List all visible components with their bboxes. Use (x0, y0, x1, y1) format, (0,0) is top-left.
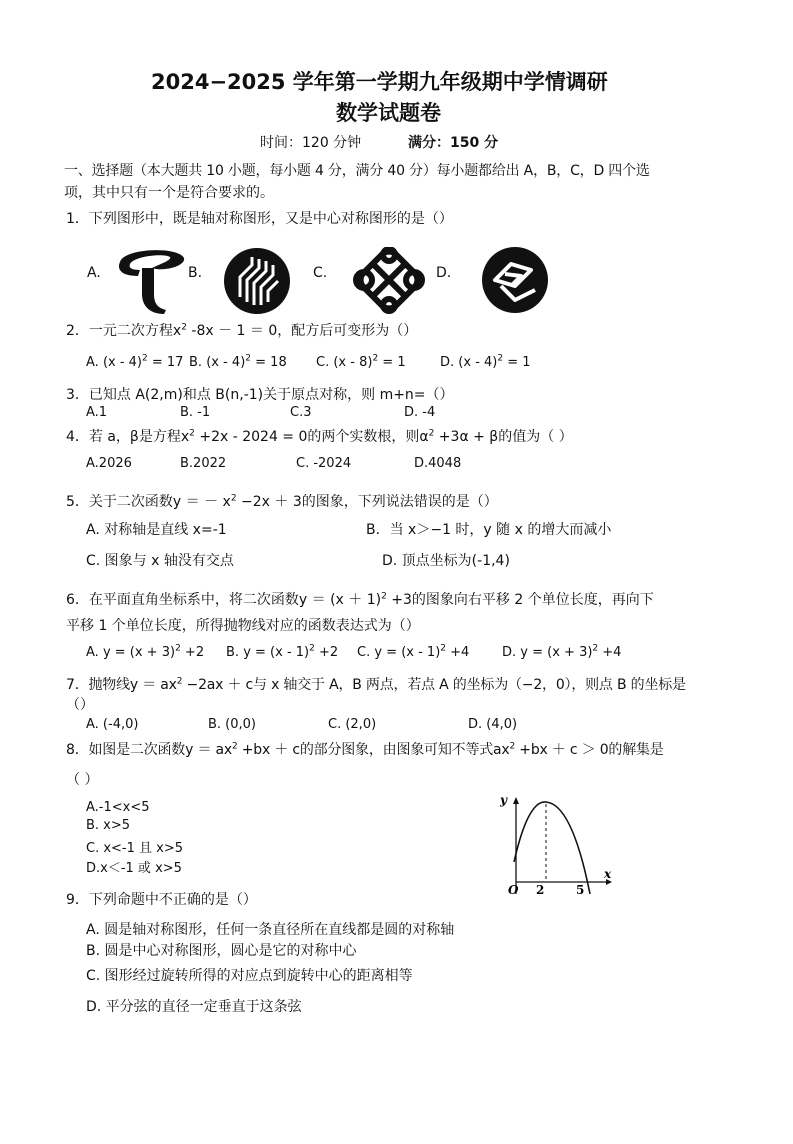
china-mobile-logo-icon (481, 246, 549, 314)
q8-parabola-graph (494, 790, 614, 902)
q4-option-d: D.4048 (414, 456, 462, 471)
q3-option-b: B. -1 (180, 405, 211, 420)
q8-line2: （ ） (66, 772, 99, 788)
q7-line2: （） (66, 697, 94, 713)
q3-option-a: A.1 (86, 405, 108, 420)
q9-option-c: C. 图形经过旋转所得的对应点到旋转中心的距离相等 (86, 968, 413, 984)
q6-option-a: A. $y = (x + 3)^2 +2$ (86, 643, 205, 660)
exam-time: 时间：120 分钟 (260, 135, 362, 151)
q2-option-d: D. (x - 4)$^2$ = 1 (440, 353, 531, 370)
q9-stem: 9．下列命题中不正确的是（） (66, 892, 257, 908)
q2-option-b: B. (x - 4)$^2$ = 18 (189, 353, 287, 370)
q2-option-a: A. (x - 4)$^2$ = 17 (86, 353, 184, 370)
q4-option-b: B.2022 (180, 456, 227, 471)
y-axis-arrow (513, 797, 519, 804)
q1-option-c-label: C. (313, 265, 328, 281)
section-instructions-line1: 一、选择题（本大题共 10 小题，每小题 4 分，满分 40 分）每小题都给出 A，B，C，D 四个选 (64, 163, 650, 179)
q5-stem: 5．关于二次函数y ＝ － $x^2 -2x + 3$的图象，下列说法错误的是（） (66, 493, 498, 510)
q8-option-d: D.x＜-1 或 x>5 (86, 861, 182, 876)
q3-stem: 3．已知点 A(2,m)和点 B(n,-1)关于原点对称，则 m+n=（） (66, 387, 454, 403)
q7-option-d: D. (4,0) (468, 717, 518, 732)
q8-line1: 8．如图是二次函数$y = ax^2 +bx + c$的部分图象，由图象可知不等式$ax^2 +bx + c > 0$的解集是 (66, 741, 664, 758)
graph-origin-label: O (508, 883, 519, 897)
q9-option-a: A. 圆是轴对称图形，任何一条直径所在直线都是圆的对称轴 (86, 922, 455, 938)
parabola-curve (514, 802, 590, 894)
exam-score: 满分：150 分 (408, 135, 499, 151)
china-telecom-logo-icon (114, 244, 188, 316)
q6-option-c: C. y = (x - 1)$^2$ +4 (357, 643, 470, 660)
graph-y-label: y (500, 793, 507, 807)
q5-option-b: B．当 x＞−1 时，y 随 x 的增大而减小 (366, 522, 612, 538)
q3-option-d: D. -4 (404, 405, 436, 420)
q7-option-b: B. (0,0) (208, 717, 257, 732)
q7-option-c: C. (2,0) (328, 717, 377, 732)
q6-option-d: D. $y = (x + 3)^2 +4$ (502, 643, 622, 660)
q4-option-a: A.2026 (86, 456, 132, 471)
exam-title: 2024−2025 学年第一学期九年级期中学情调研 (151, 70, 608, 94)
q4-stem: 4．若 a，β是方程$x^2 +2x - 2024 = 0$的两个实数根，则$\alpha^2 +3\alpha + \beta$的值为（ ） (66, 428, 573, 445)
graph-tick-5: 5 (576, 883, 585, 897)
graph-tick-2: 2 (536, 883, 545, 897)
q1-option-a-label: A. (87, 265, 101, 281)
q6-line2: 平移 1 个单位长度，所得抛物线对应的函数表达式为（） (66, 618, 420, 634)
q7-option-a: A. (-4,0) (86, 717, 139, 732)
graph-x-label: x (604, 867, 612, 881)
q4-option-c: C. -2024 (296, 456, 352, 471)
q5-option-a: A. 对称轴是直线 x=-1 (86, 522, 227, 538)
q2-option-c: C. (x - 8)$^2$ = 1 (316, 353, 406, 370)
q6-option-b: B. y = (x - 1)$^2$ +2 (226, 643, 339, 660)
section-instructions-line2: 项，其中只有一个是符合要求的。 (64, 185, 274, 201)
q5-option-d: D. 顶点坐标为(-1,4) (382, 553, 510, 569)
q6-line1: 6．在平面直角坐标系中，将二次函数$y = (x + 1)^2 +3$的图象向右平移 2 个单位长度，再向下 (66, 591, 654, 608)
q9-option-b: B. 圆是中心对称图形，圆心是它的对称中心 (86, 943, 357, 959)
striped-circle-logo-icon (222, 247, 292, 315)
q2-stem: 2．一元二次方程$x^2$ -8x － 1 ＝ 0，配方后可变形为（） (66, 322, 418, 339)
q1-option-d-label: D. (436, 265, 452, 281)
exam-subtitle: 数学试题卷 (336, 101, 441, 125)
q5-option-c: C. 图象与 x 轴没有交点 (86, 553, 234, 569)
q8-option-b: B. x>5 (86, 818, 131, 833)
q7-line1: 7．抛物线$y = ax^2 -2ax + c$与 x 轴交于 A，B 两点，若点 A 的坐标为（−2，0），则点 B 的坐标是 (66, 676, 686, 693)
chinese-knot-logo-icon (350, 247, 428, 315)
q8-option-a: A.-1<x<5 (86, 800, 150, 815)
q9-option-d: D. 平分弦的直径一定垂直于这条弦 (86, 999, 302, 1015)
q1-option-b-label: B. (188, 265, 203, 281)
q8-option-c: C. x<-1 且 x>5 (86, 841, 184, 856)
q3-option-c: C.3 (290, 405, 312, 420)
q1-stem: 1．下列图形中，既是轴对称图形，又是中心对称图形的是（） (66, 211, 453, 227)
